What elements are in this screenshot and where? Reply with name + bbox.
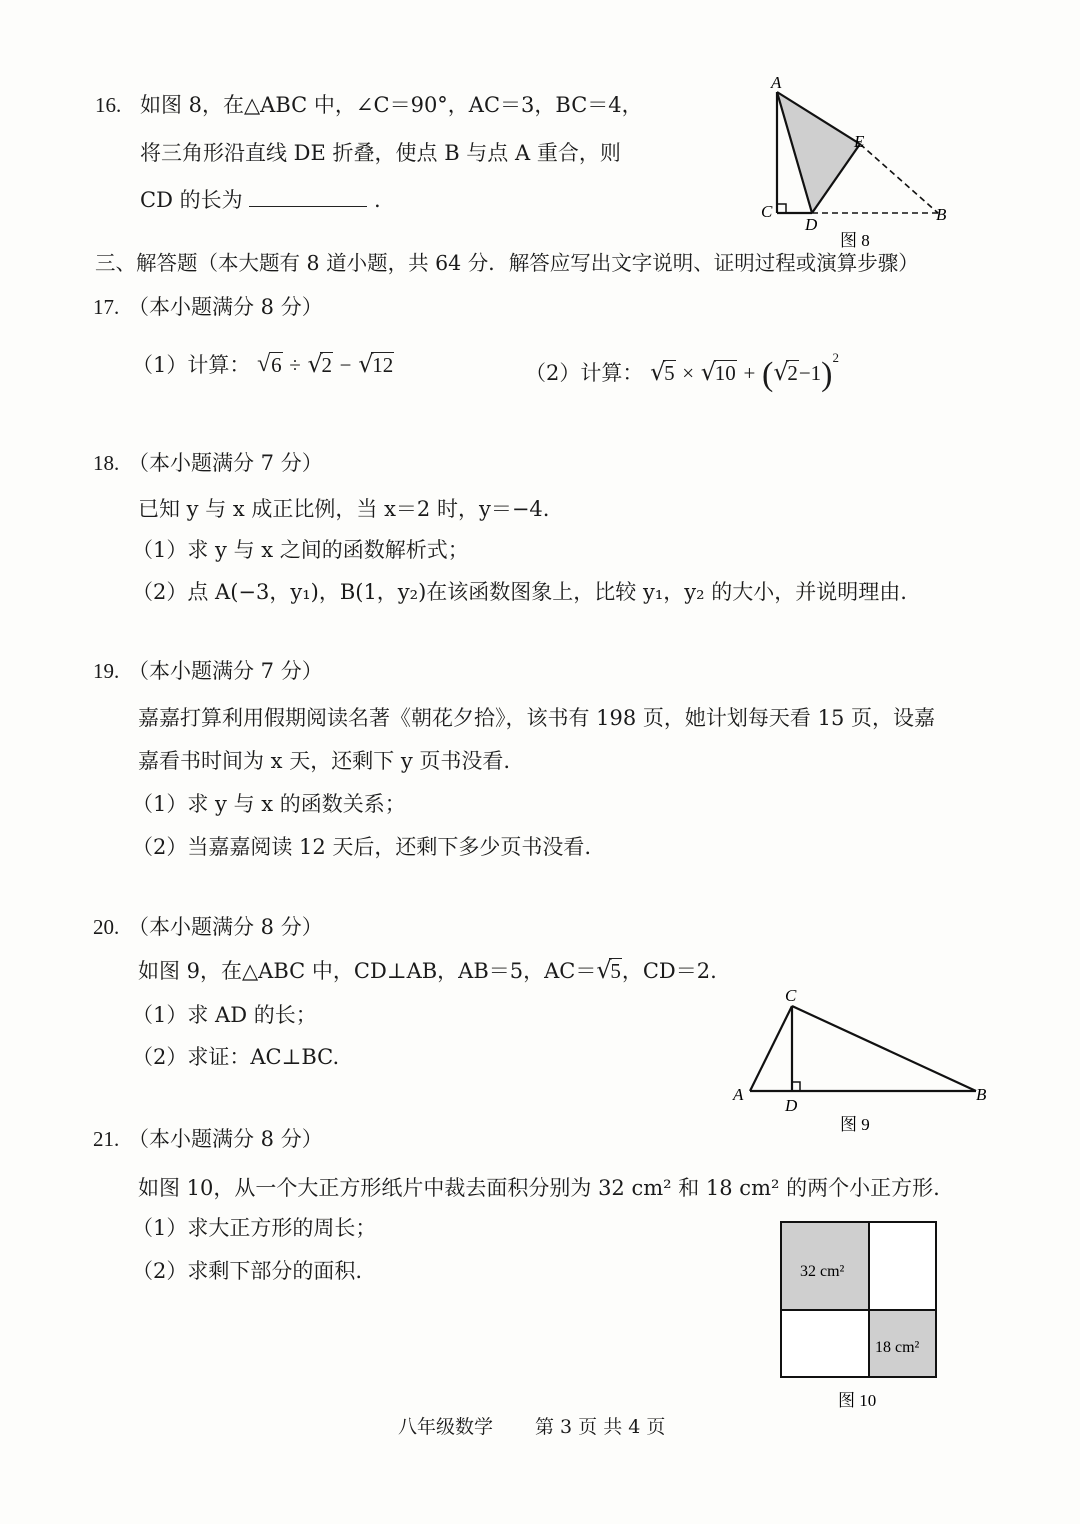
- fig8-caption: 图 8: [840, 231, 870, 250]
- fig10-label-32: 32 cm²: [800, 1263, 845, 1280]
- sqrt-5-ac: √ 5: [596, 956, 621, 984]
- fig8-label-e: E: [854, 132, 865, 151]
- fig8-label-c: C: [761, 202, 773, 221]
- footer-page: 第 3 页 共 4 页: [535, 1416, 666, 1438]
- q21-number: 21.: [93, 1127, 120, 1151]
- sqrt-10: √ 10: [700, 358, 736, 386]
- fig9-label-c: C: [785, 986, 797, 1005]
- q18-score: （本小题满分 7 分）: [128, 451, 323, 475]
- q19-line4: （2）当嘉嘉阅读 12 天后，还剩下多少页书没看.: [132, 835, 592, 859]
- sqrt-5: √ 5: [650, 358, 675, 386]
- fig9-label-d: D: [785, 1096, 798, 1115]
- plus-sign: +: [743, 361, 756, 385]
- q21-line3: （2）求剩下部分的面积.: [132, 1259, 363, 1283]
- divide-sign: ÷: [289, 353, 301, 377]
- q16-number: 16.: [95, 93, 122, 117]
- sqrt-6: √ 6: [257, 351, 282, 377]
- fig8-right-angle-mark: [777, 204, 786, 213]
- sqrt-12: √ 12: [358, 350, 394, 378]
- q20-line3: （2）求证：AC⊥BC.: [132, 1045, 340, 1069]
- q18-line3: （2）点 A(−3，y₁)，B(1，y₂)在该函数图象上，比较 y₁，y₂ 的大小，并说明理由.: [132, 580, 907, 604]
- minus-one: −1: [798, 361, 822, 385]
- figure-10: [775, 1216, 945, 1416]
- q19-line1: 嘉嘉打算利用假期阅读名著《朝花夕拾》，该书有 198 页，她计划每天看 15 页，设嘉: [138, 706, 936, 730]
- left-paren: (: [762, 356, 774, 393]
- q16-line3: [140, 188, 381, 211]
- q21-line1: 如图 10，从一个大正方形纸片中裁去面积分别为 32 cm² 和 18 cm² 的两个小正方形.: [138, 1176, 940, 1200]
- fig8-dashed-eb: [860, 144, 938, 213]
- times-sign: ×: [682, 361, 695, 385]
- minus-sign: −: [339, 353, 352, 377]
- q20-score: （本小题满分 8 分）: [128, 915, 323, 939]
- footer-subject: 八年级数学: [398, 1416, 494, 1438]
- section-3-title: 三、解答题（本大题有 8 道小题，共 64 分．解答应写出文字说明、证明过程或演算步骤）: [95, 251, 919, 275]
- q17-p1-label: （1）计算：: [132, 353, 251, 377]
- sqrt-2: √ 2: [307, 350, 332, 378]
- q19-number: 19.: [93, 659, 120, 683]
- q18-line1: 已知 y 与 x 成正比例，当 x＝2 时，y＝−4.: [138, 497, 550, 521]
- fig9-right-angle-mark: [792, 1082, 800, 1091]
- fig9-side-ac: [750, 1006, 792, 1091]
- q20-line1: [138, 956, 717, 984]
- fig9-caption: 图 9: [840, 1115, 870, 1134]
- q16-line1: 如图 8，在△ABC 中，∠C＝90°，AC＝3，BC＝4，: [140, 93, 643, 117]
- q16-line3-suffix: .: [373, 188, 381, 212]
- q17-score: （本小题满分 8 分）: [128, 295, 323, 319]
- fig8-label-b: B: [936, 205, 947, 224]
- q16-line3-prefix: CD 的长为: [140, 188, 243, 212]
- q21-line2: （1）求大正方形的周长；: [132, 1216, 377, 1240]
- q17-part2: [525, 351, 839, 392]
- q20-line1-prefix: 如图 9，在△ABC 中，CD⊥AB，AB＝5，AC＝: [138, 959, 597, 983]
- q16-line2: 将三角形沿直线 DE 折叠，使点 B 与点 A 重合，则: [140, 141, 621, 165]
- fig8-label-a: A: [771, 73, 782, 92]
- figure-9: [728, 982, 998, 1142]
- fig10-label-18: 18 cm²: [875, 1339, 920, 1356]
- figure-8: [740, 70, 970, 255]
- q19-line3: （1）求 y 与 x 的函数关系；: [132, 792, 406, 816]
- exponent: 2: [832, 350, 839, 365]
- q19-line2: 嘉看书时间为 x 天，还剩下 y 页书没看.: [138, 749, 511, 773]
- q18-number: 18.: [93, 451, 120, 475]
- fig8-shaded-region: [777, 92, 860, 213]
- fig9-label-b: B: [976, 1085, 987, 1104]
- fig10-caption: 图 10: [838, 1391, 877, 1410]
- q17-part1: [132, 350, 394, 378]
- q17-number: 17.: [93, 295, 120, 319]
- fig9-side-bc: [792, 1006, 976, 1091]
- q19-score: （本小题满分 7 分）: [128, 659, 323, 683]
- fig8-label-d: D: [805, 215, 818, 234]
- sqrt-2b: √ 2: [773, 358, 798, 386]
- q17-p2-label: （2）计算：: [525, 361, 644, 385]
- answer-blank[interactable]: [249, 188, 367, 207]
- q20-line1-suffix: ，CD＝2.: [621, 959, 717, 983]
- right-paren: ): [821, 356, 833, 393]
- q20-number: 20.: [93, 915, 120, 939]
- q18-line2: （1）求 y 与 x 之间的函数解析式；: [132, 538, 469, 562]
- q21-score: （本小题满分 8 分）: [128, 1127, 323, 1151]
- fig9-label-a: A: [733, 1085, 744, 1104]
- q20-line2: （1）求 AD 的长；: [132, 1003, 317, 1027]
